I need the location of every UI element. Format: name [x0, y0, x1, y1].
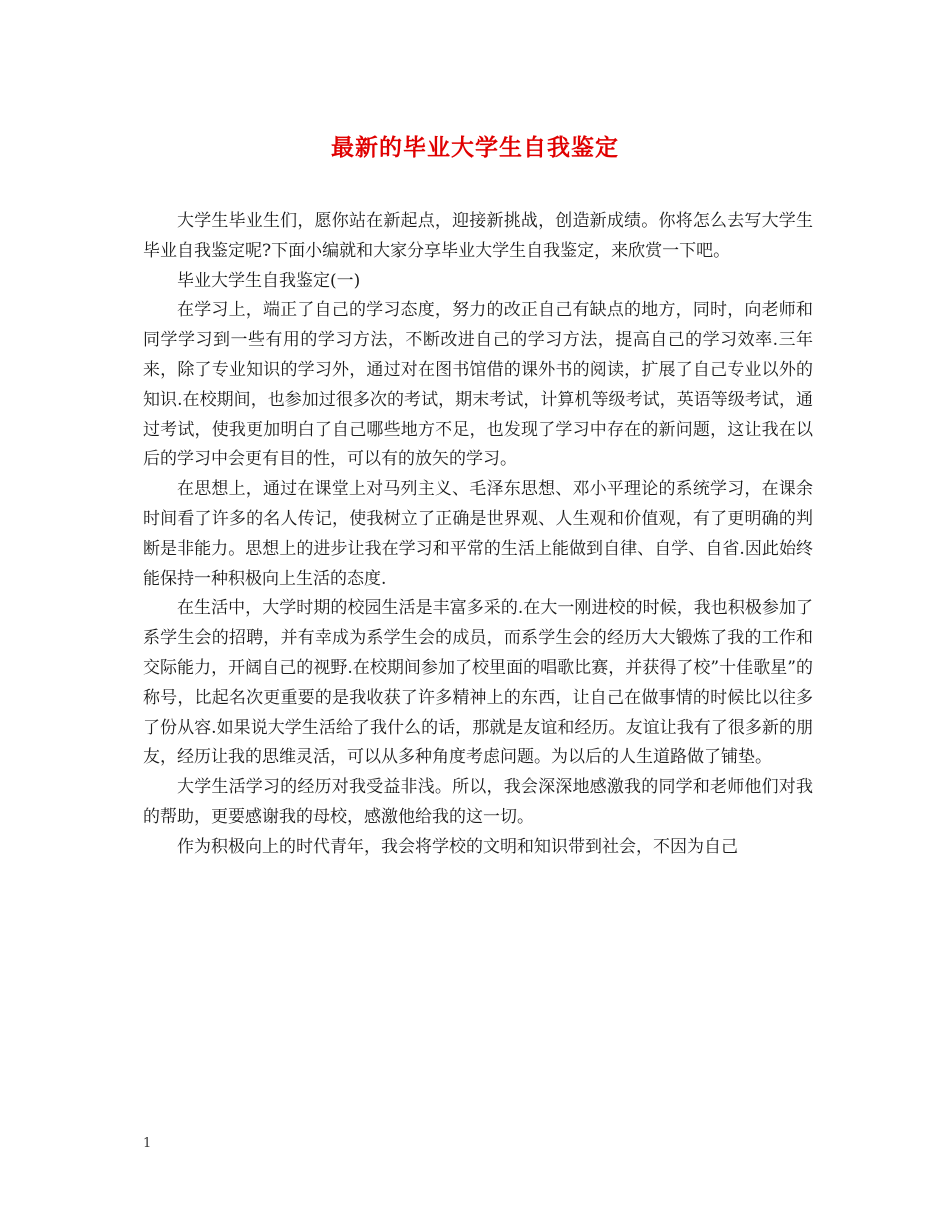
page-number: 1 — [143, 1136, 152, 1151]
paragraph-study: 在学习上，端正了自己的学习态度，努力的改正自己有缺点的地方，同时，向老师和同学学习到一些有用的学习方法，不断改进自己的学习方法，提高自己的学习效率.三年来，除了专业知识的学习外，通过对在图书馆借的课外书的阅读，扩展了自己专业以外的知识.在校期间，也参加过很多次的考试，期末考试，计算机等级考试，英语等级考试，通过考试，使我更加明白了自己哪些地方不足，也发现了学习中存在的新问题，这让我在以后的学习中会更有目的性，可以有的放矢的学习。 — [143, 300, 813, 470]
paragraph-intro: 大学生毕业生们，愿你站在新起点，迎接新挑战，创造新成绩。你将怎么去写大学生毕业自我鉴定呢?下面小编就和大家分享毕业大学生自我鉴定，来欣赏一下吧。 — [143, 211, 813, 261]
document-title: 最新的毕业大学生自我鉴定 — [331, 135, 619, 161]
paragraph-gratitude: 大学生活学习的经历对我受益非浅。所以，我会深深地感激我的同学和老师他们对我的帮助，更要感谢我的母校，感激他给我的这一切。 — [143, 777, 813, 827]
section-heading: 毕业大学生自我鉴定(一) — [177, 270, 361, 291]
paragraph-life: 在生活中，大学时期的校园生活是丰富多采的.在大一刚进校的时候，我也积极参加了系学生会的招聘，并有幸成为系学生会的成员，而系学生会的经历大大锻炼了我的工作和交际能力，开阔自己的视野.在校期间参加了校里面的唱歌比赛，并获得了校”十佳歌星”的称号，比起名次更重要的是我收获了许多精神上的东西，让自己在做事情的时候比以往多了份从容.如果说大学生活给了我什么的话，那就是友谊和经历。友谊让我有了很多新的朋友，经历让我的思维灵活，可以从多种角度考虑问题。为以后的人生道路做了铺垫。 — [143, 598, 813, 768]
paragraph-thought: 在思想上，通过在课堂上对马列主义、毛泽东思想、邓小平理论的系统学习，在课余时间看了许多的名人传记，使我树立了正确是世界观、人生观和价值观，有了更明确的判断是非能力。思想上的进步让我在学习和平常的生活上能做到自律、自学、自省.因此始终能保持一种积极向上生活的态度. — [143, 479, 813, 589]
document-body — [143, 207, 813, 863]
paragraph-future: 作为积极向上的时代青年，我会将学校的文明和知识带到社会，不因为自己 — [177, 836, 738, 857]
